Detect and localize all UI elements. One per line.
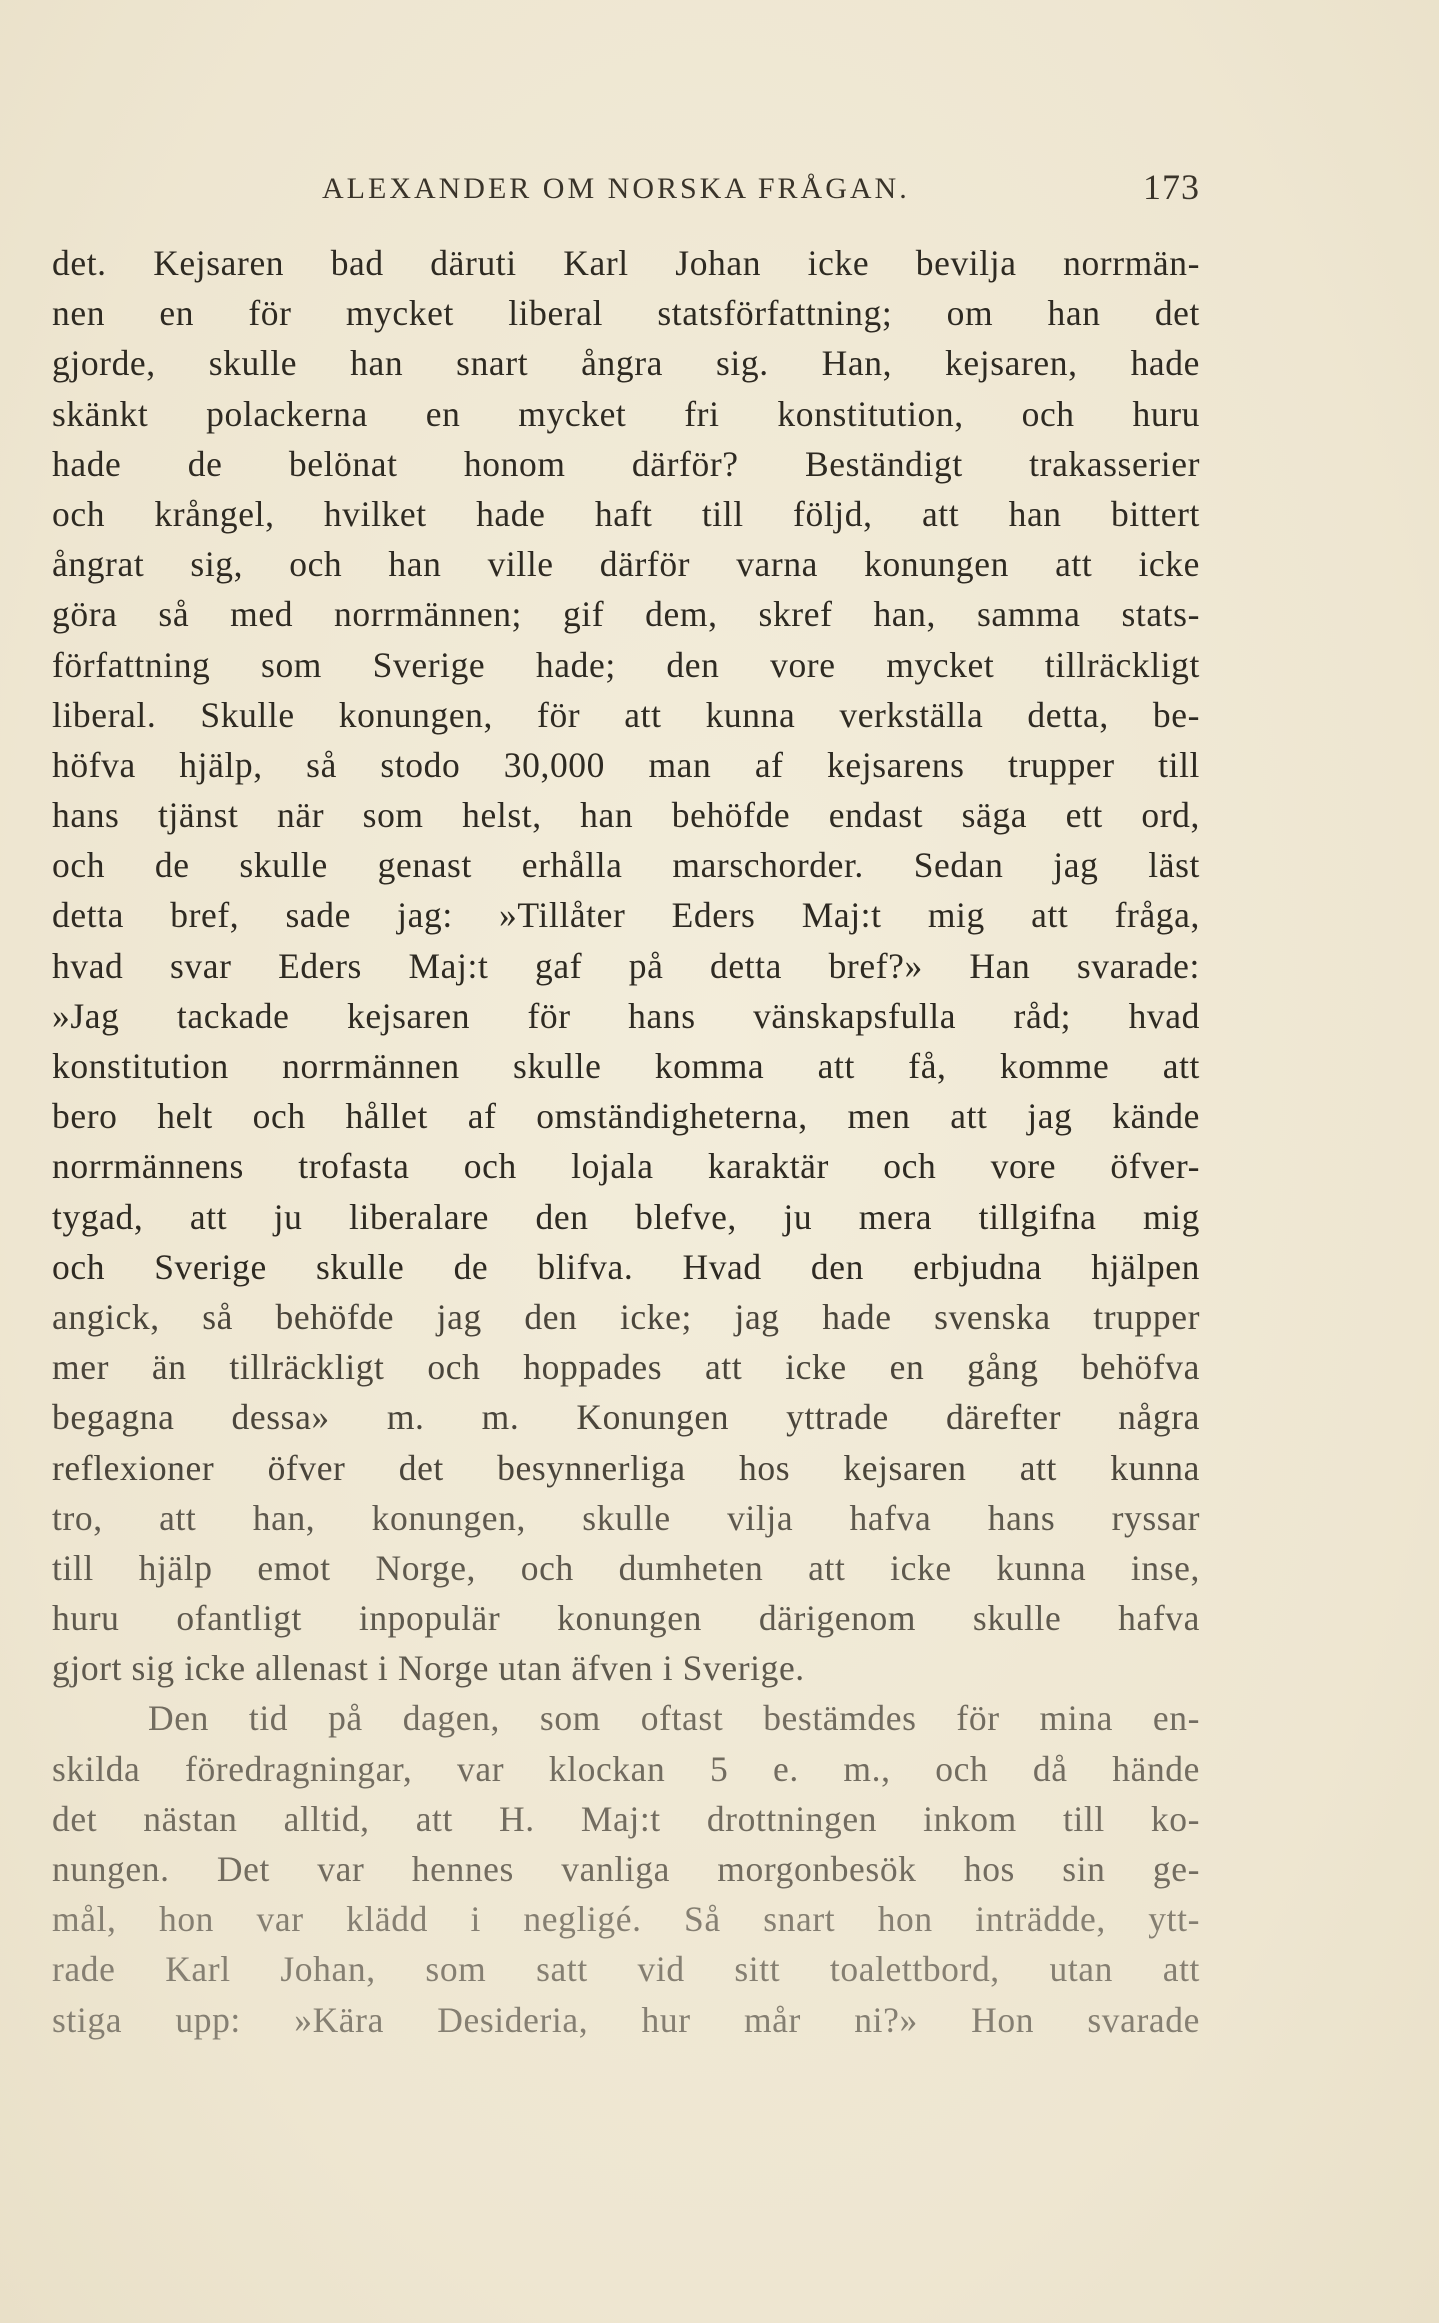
text-line: skilda föredragningar, var klockan 5 e. m., och då hände — [52, 1748, 1200, 1789]
running-title: ALEXANDER OM NORSKA FRÅGAN. — [322, 172, 910, 205]
text-line: tygad, att ju liberalare den blefve, ju mera tillgifna mig — [52, 1196, 1200, 1237]
text-line: nungen. Det var hennes vanliga morgonbesök hos sin ge- — [52, 1849, 1200, 1889]
text-line: angick, så behöfde jag den icke; jag hade svenska trupper — [52, 1296, 1200, 1337]
text-line: huru ofantligt inpopulär konungen därigenom skulle hafva — [52, 1598, 1200, 1639]
text-line: hans tjänst när som helst, han behöfde endast säga ett ord, — [52, 795, 1200, 836]
text-line: liberal. Skulle konungen, för att kunna verkställa detta, be- — [52, 694, 1200, 735]
text-line: rade Karl Johan, som satt vid sitt toalettbord, utan att — [52, 1949, 1200, 1990]
text-line: och de skulle genast erhålla marschorder. Sedan jag läst — [52, 845, 1200, 886]
text-line: det. Kejsaren bad däruti Karl Johan icke bevilja norrmän- — [52, 243, 1200, 283]
text-line: ångrat sig, och han ville därför varna konungen att icke — [52, 544, 1200, 585]
text-line: och Sverige skulle de blifva. Hvad den erbjudna hjälpen — [52, 1246, 1200, 1287]
text-line: mål, hon var klädd i negligé. Så snart hon inträdde, ytt- — [52, 1899, 1200, 1940]
text-line: och krångel, hvilket hade haft till följd, att han bittert — [52, 493, 1200, 534]
text-line: begagna dessa» m. m. Konungen yttrade därefter några — [52, 1397, 1200, 1438]
text-line: höfva hjälp, så stodo 30,000 man af kejsarens trupper till — [52, 744, 1200, 785]
body-text — [52, 238, 1200, 2045]
text-line: nen en för mycket liberal statsförfattning; om han det — [52, 293, 1200, 334]
text-line: det nästan alltid, att H. Maj:t drottningen inkom till ko- — [52, 1798, 1200, 1839]
text-line: till hjälp emot Norge, och dumheten att icke kunna inse, — [52, 1547, 1200, 1588]
text-line: konstitution norrmännen skulle komma att få, komme att — [52, 1046, 1200, 1086]
text-line: norrmännens trofasta och lojala karaktär och vore öfver- — [52, 1146, 1200, 1187]
text-line: hade de belönat honom därför? Beständigt trakasserier — [52, 443, 1200, 484]
text-line: detta bref, sade jag: »Tillåter Eders Maj:t mig att fråga, — [52, 895, 1200, 936]
text-line: hvad svar Eders Maj:t gaf på detta bref?» Han svarade: — [52, 945, 1200, 986]
text-line: mer än tillräckligt och hoppades att icke en gång behöfva — [52, 1347, 1200, 1388]
text-line-paragraph-start: Den tid på dagen, som oftast bestämdes för mina en- — [148, 1698, 1200, 1739]
text-line: stiga upp: »Kära Desideria, hur mår ni?» Hon svarade — [52, 1999, 1200, 2040]
text-line: reflexioner öfver det besynnerliga hos kejsaren att kunna — [52, 1447, 1200, 1488]
text-line: bero helt och hållet af omständigheterna, men att jag kände — [52, 1096, 1200, 1137]
running-head — [52, 168, 1200, 208]
text-line: skänkt polackerna en mycket fri konstitution, och huru — [52, 393, 1200, 434]
page-number: 173 — [1143, 167, 1200, 207]
text-line: gjorde, skulle han snart ångra sig. Han, kejsaren, hade — [52, 343, 1200, 384]
text-line: göra så med norrmännen; gif dem, skref han, samma stats- — [52, 594, 1200, 635]
text-line: »Jag tackade kejsaren för hans vänskapsfulla råd; hvad — [52, 995, 1200, 1036]
text-line: tro, att han, konungen, skulle vilja hafva hans ryssar — [52, 1497, 1200, 1538]
text-line: författning som Sverige hade; den vore mycket tillräckligt — [52, 644, 1200, 685]
text-line: gjort sig icke allenast i Norge utan äfven i Sverige. — [52, 1648, 805, 1689]
